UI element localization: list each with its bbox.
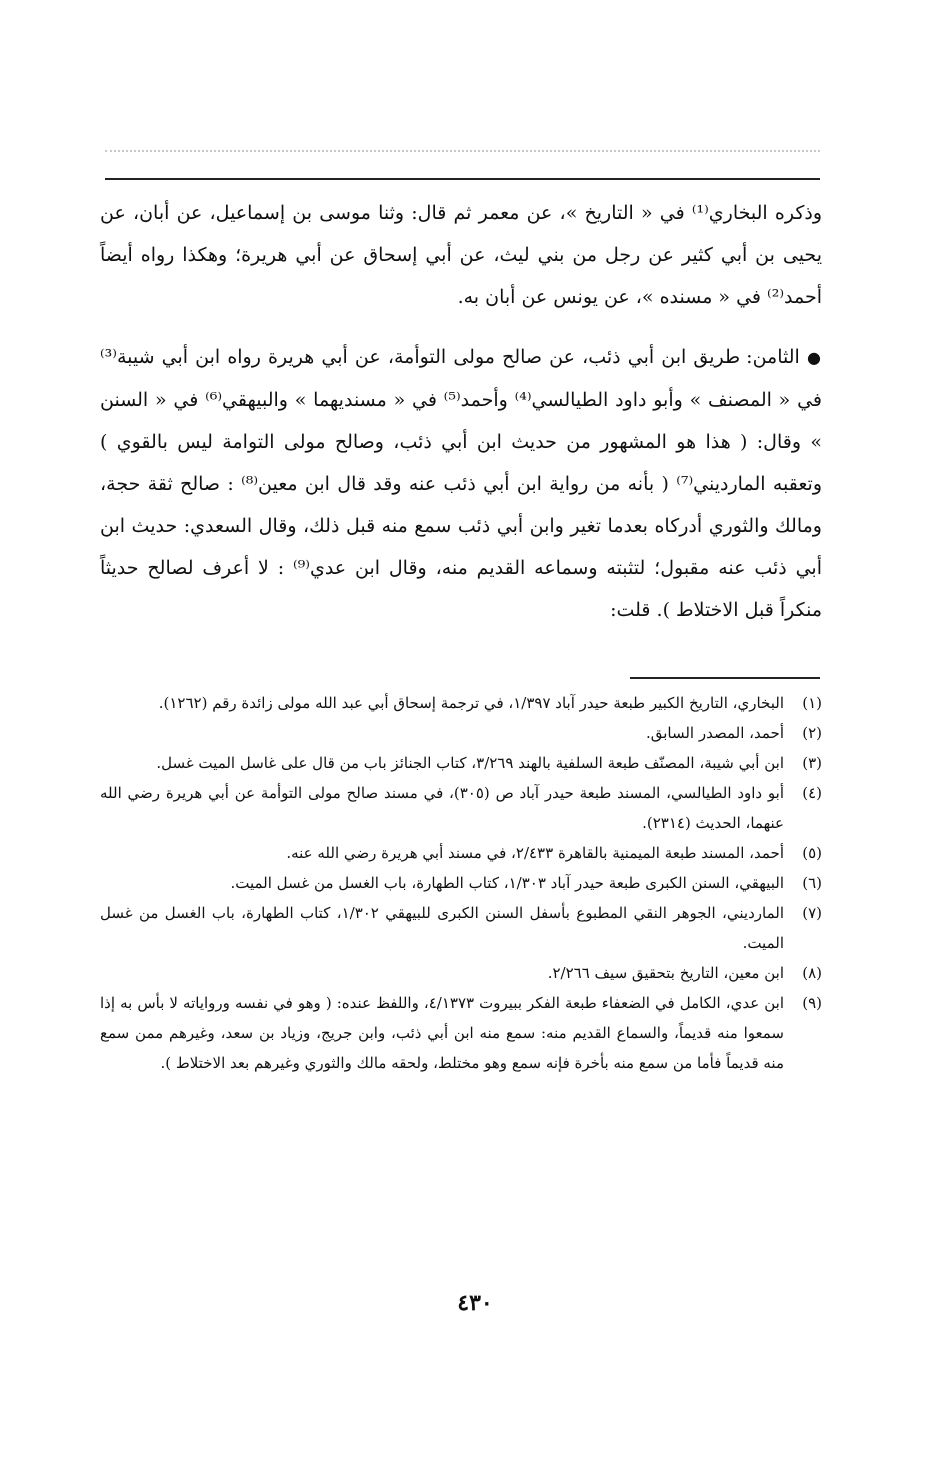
footnote-separator xyxy=(630,677,820,679)
footnote-4 xyxy=(100,778,822,838)
footnote-number: (٣) xyxy=(802,754,822,772)
footnote-text: البيهقي، السنن الكبرى طبعة حيدر آباد ١/٣٠٣، كتاب الطهارة، باب الغسل من غسل الميت. xyxy=(230,874,784,892)
footnote-text: أحمد، المصدر السابق. xyxy=(645,724,784,742)
bullet-icon: ● xyxy=(806,348,822,367)
footnote-5 xyxy=(100,838,822,868)
footnote-text: ابن أبي شيبة، المصنّف طبعة السلفية بالهند ٣/٢٦٩، كتاب الجنائز باب من قال على غاسل الميت غسل. xyxy=(156,754,784,772)
footnotes xyxy=(100,688,822,1078)
footnote-3 xyxy=(100,748,822,778)
footnote-number: (٦) xyxy=(802,874,822,892)
footnote-number: (٢) xyxy=(802,724,822,742)
paragraph-1: وذكره البخاري⁽¹⁾ في « التاريخ »، عن معمر ثم قال: وثنا موسى بن إسماعيل، عن أبان، عن يحيى بن أبي كثير عن رجل من بني ليث، عن أبي إسحاق عن أبي هريرة؛ وهكذا رواه أيضاً أحمد⁽²⁾ في « مسنده »، عن يونس عن أبان به. xyxy=(100,202,822,308)
footnote-text: ابن عدي، الكامل في الضعفاء طبعة الفكر ببيروت ٤/١٣٧٣، واللفظ عنده: ( وهو في نفسه ورواياته لا بأس به إذا سمعوا منه قديماً، والسماع القديم منه: سمع منه ابن أبي ذئب، وابن جريج، وزياد بن سعد، وغيرهم ممن سمع منه قديماً فأما من سمع منه بأخرة فإنه سمع وهو مختلط، ولحقه مالك والثوري وغيرهم بعد الاختلاط ). xyxy=(100,994,784,1072)
footnote-text: أحمد، المسند طبعة الميمنية بالقاهرة ٢/٤٣٣، في مسند أبي هريرة رضي الله عنه. xyxy=(286,844,784,862)
header-dotted-line xyxy=(105,150,820,152)
footnote-number: (٤) xyxy=(802,784,822,802)
footnote-2 xyxy=(100,718,822,748)
footnote-number: (٩) xyxy=(802,994,822,1012)
footnote-text: المارديني، الجوهر النقي المطبوع بأسفل السنن الكبرى للبيهقي ١/٣٠٢، كتاب الطهارة، باب الغسل من غسل الميت. xyxy=(100,904,784,952)
footnote-7 xyxy=(100,898,822,958)
footnote-9 xyxy=(100,988,822,1078)
footnote-number: (٧) xyxy=(802,904,822,922)
footnote-text: ابن معين، التاريخ بتحقيق سيف ٢/٢٦٦. xyxy=(547,964,784,982)
paragraph-2-text: الثامن: طريق ابن أبي ذئب، عن صالح مولى التوأمة، عن أبي هريرة رواه ابن أبي شيبة⁽³⁾ في « المصنف » وأبو داود الطيالسي⁽⁴⁾ وأحمد⁽⁵⁾ في « مسنديهما » والبيهقي⁽⁶⁾ في « السنن » وقال: ( هذا هو المشهور من حديث ابن أبي ذئب، وصالح مولى التوامة ليس بالقوي ) وتعقبه المارديني⁽⁷⁾ ( بأنه من رواية ابن أبي ذئب عنه وقد قال ابن معين⁽⁸⁾ : صالح ثقة حجة، ومالك والثوري أدركاه بعدما تغير وابن أبي ذئب سمع منه قبل ذلك، وقال السعدي: حديث ابن أبي ذئب عنه مقبول؛ لتثبته وسماعه القديم منه، وقال ابن عدي⁽⁹⁾ : لا أعرف لصالح حديثاً منكراً قبل الاختلاط ). قلت: xyxy=(100,346,823,621)
main-text xyxy=(100,192,822,631)
header-rule xyxy=(105,178,820,180)
footnote-6 xyxy=(100,868,822,898)
footnote-number: (٨) xyxy=(802,964,822,982)
footnote-8 xyxy=(100,958,822,988)
footnote-number: (٥) xyxy=(802,844,822,862)
footnote-text: أبو داود الطيالسي، المسند طبعة حيدر آباد ص (٣٠٥)، في مسند صالح مولى التوأمة عن أبي هريرة رضي الله عنهما، الحديث (٢٣١٤). xyxy=(100,784,785,832)
footnote-text: البخاري، التاريخ الكبير طبعة حيدر آباد ١/٣٩٧، في ترجمة إسحاق أبي عبد الله مولى زائدة رقم (١٢٦٢). xyxy=(158,694,784,712)
paragraph-2 xyxy=(100,336,822,631)
page-number: ٤٣٠ xyxy=(457,1290,493,1316)
footnote-1 xyxy=(100,688,822,718)
footnote-number: (١) xyxy=(802,694,822,712)
